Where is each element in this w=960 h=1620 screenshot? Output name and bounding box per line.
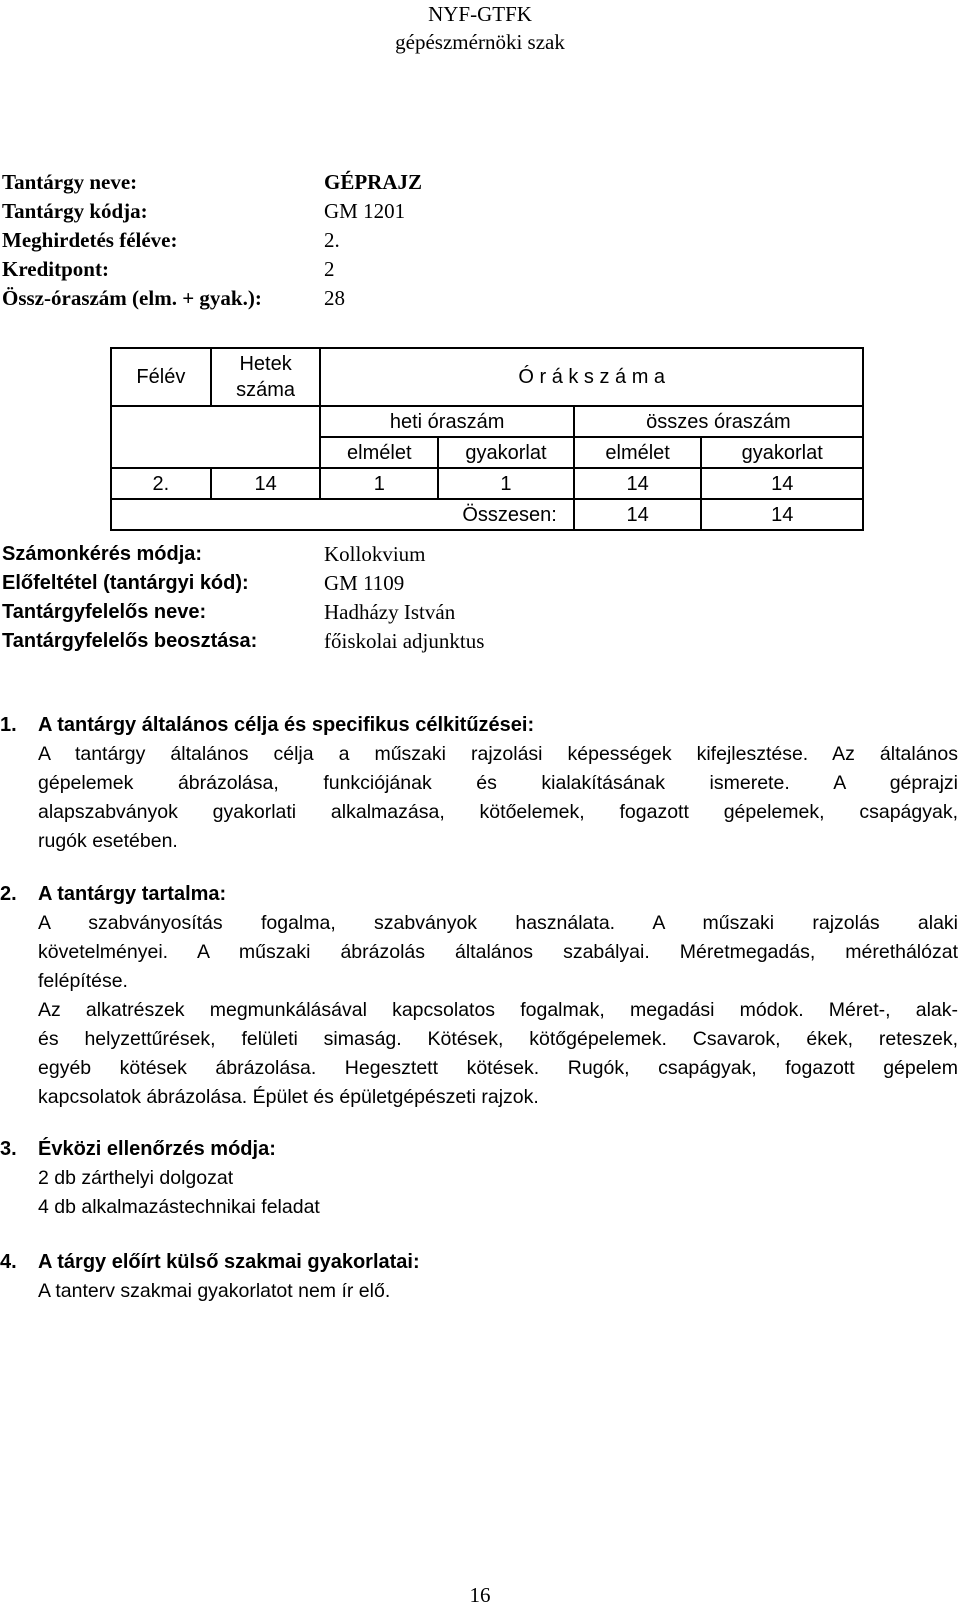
exam-type-label: Számonkérés módja: [2,543,203,565]
paragraph-line: egyéb kötések ábrázolása. Hegesztett kötések. Rugók, csapágyak, fogazott gépelem [38,1057,958,1079]
section-title: A tantárgy általános célja és specifikus célkitűzései: [38,714,535,736]
paragraph-line: kapcsolatok ábrázolása. Épület és épületgépészeti rajzok. [38,1086,539,1108]
program-name: gépészmérnöki szak [395,30,565,54]
table-cell [211,437,321,468]
credit-value: 2 [324,257,335,281]
section-number: 2. [0,883,17,905]
course-name-label: Tantárgy neve: [2,170,138,194]
table-cell [111,406,211,437]
section-title: A tantárgy tartalma: [38,883,227,905]
exam-type-value: Kollokvium [324,542,426,566]
section-title: Évközi ellenőrzés módja: [38,1138,276,1160]
paragraph-line: és helyzettűrések, felületi simaság. Kötések, kötőgépelemek. Csavarok, ékek, reteszek, [38,1028,958,1050]
total-hours-label: Össz-óraszám (elm. + gyak.): [2,286,262,310]
responsible-name-label: Tantárgyfelelős neve: [2,601,207,623]
paragraph-line: alapszabványok gyakorlati alkalmazása, kötőelemek, fogazott gépelemek, csapágyak, [38,801,958,823]
theory-header: elmélet [574,437,702,468]
sum-practice: 14 [701,499,863,530]
sum-label: Összesen: [111,499,574,530]
section-number: 1. [0,714,17,736]
institution-name: NYF-GTFK [428,2,532,26]
row-weekly-practice: 1 [438,468,574,499]
section-1-heading [0,711,535,740]
total-hours-header: összes óraszám [574,406,863,437]
course-code-value: GM 1201 [324,199,406,223]
hours-table [110,347,864,531]
col-hours-header: Ó r á k s z á m a [320,348,863,406]
sum-theory: 14 [574,499,702,530]
row-total-theory: 14 [574,468,702,499]
paragraph-line: felépítése. [38,970,128,992]
section-number: 4. [0,1251,17,1273]
section-number: 3. [0,1138,17,1160]
section-2-heading [0,880,227,909]
practice-header: gyakorlat [701,437,863,468]
row-semester: 2. [111,468,211,499]
table-row [111,499,863,530]
section-2-body [38,909,958,1112]
row-weekly-theory: 1 [320,468,438,499]
col-semester-header: Félév [111,348,211,406]
paragraph-line: A szabványosítás fogalma, szabványok használata. A műszaki rajzolás alaki [38,912,958,934]
section-1-body [38,740,958,856]
table-cell [111,437,211,468]
row-weeks: 14 [211,468,321,499]
responsible-position-value: főiskolai adjunktus [324,629,485,653]
section-title: A tárgy előírt külső szakmai gyakorlatai: [38,1251,420,1273]
responsible-name-value: Hadházy István [324,600,456,624]
paragraph-line: rugók esetében. [38,830,178,852]
theory-header: elmélet [320,437,438,468]
paragraph-line: A tantárgy általános célja a műszaki rajzolási képességek kifejlesztése. Az általános [38,743,958,765]
weekly-hours-header: heti óraszám [320,406,573,437]
course-name-value: GÉPRAJZ [324,170,423,194]
semester-label: Meghirdetés féléve: [2,228,178,252]
credit-label: Kreditpont: [2,257,109,281]
paragraph-line: Az alkatrészek megmunkálásával kapcsolatos fogalmak, megadási módok. Méret-, alak- [38,999,958,1021]
practice-header: gyakorlat [438,437,574,468]
table-cell [211,406,321,437]
semester-value: 2. [324,228,340,252]
paragraph-line: gépelemek ábrázolása, funkciójának és kialakításának ismerete. A géprajzi [38,772,958,794]
prerequisite-label: Előfeltétel (tantárgyi kód): [2,572,249,594]
row-total-practice: 14 [701,468,863,499]
responsible-position-label: Tantárgyfelelős beosztása: [2,630,258,652]
section-4-heading [0,1248,420,1277]
prerequisite-value: GM 1109 [324,571,405,595]
section-3-line: 2 db zárthelyi dolgozat [38,1167,234,1189]
col-weeks-header: Hetek száma [211,348,321,406]
table-row [111,468,863,499]
page-number: 16 [469,1583,491,1607]
section-3-line: 4 db alkalmazástechnikai feladat [38,1196,320,1218]
section-4-line: A tanterv szakmai gyakorlatot nem ír elő. [38,1280,391,1302]
course-code-label: Tantárgy kódja: [2,199,148,223]
section-3-heading [0,1135,276,1164]
paragraph-line: követelményei. A műszaki ábrázolás általános szabályai. Méretmegadás, mérethálózat [38,941,958,963]
total-hours-value: 28 [324,286,345,310]
